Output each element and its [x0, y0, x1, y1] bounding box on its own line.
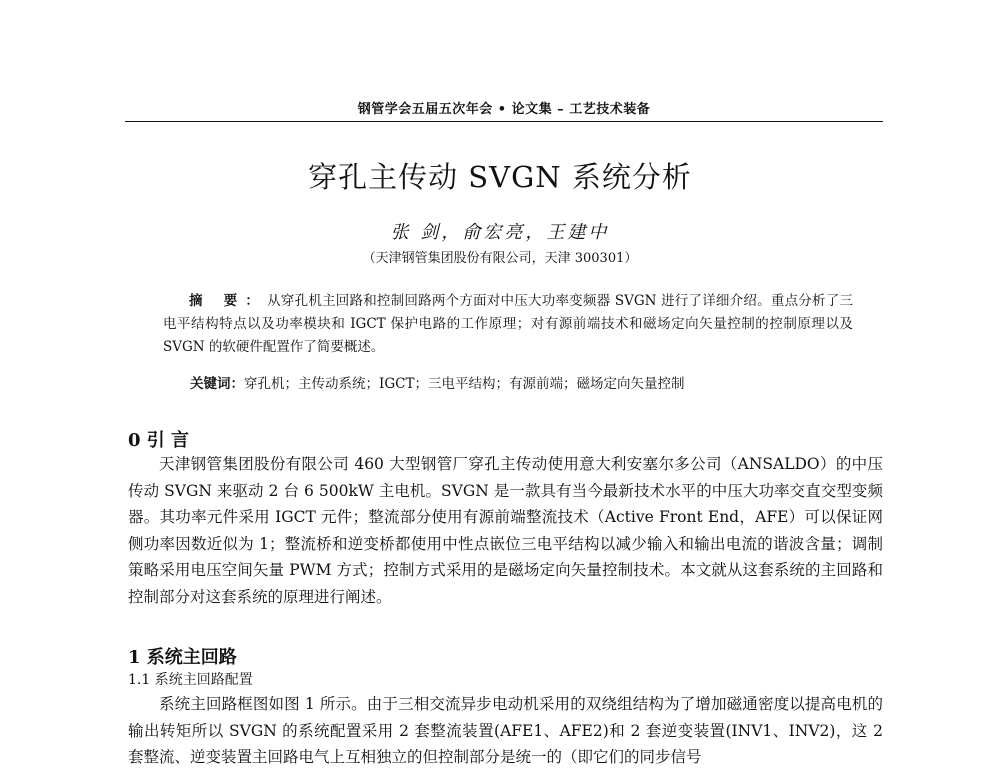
- abstract-text: 从穿孔机主回路和控制回路两个方面对中压大功率变频器 SVGN 进行了详细介绍。重点分析了三电平结构特点以及功率模块和 IGCT 保护电路的工作原理；对有源前端技术和磁场定向矢量控制的控制原理以及 SVGN 的软硬件配置作了简要概述。: [163, 293, 853, 355]
- keywords-label: 关键词：: [190, 376, 244, 392]
- author-list: 张 剑，俞宏亮，王建中: [390, 222, 610, 243]
- running-header: 钢管学会五届五次年会 • 论文集 – 工艺技术装备: [357, 102, 651, 117]
- section-paragraph-intro: 天津钢管集团股份有限公司 460 大型钢管厂穿孔主传动使用意大利安塞尔多公司（ANSALDO）的中压传动 SVGN 来驱动 2 台 6 500kW 主电机。SVGN 是一款具有当今最新技术水平的中压大功率交直交型变频器。其功率元件采用 IGCT 元件；整流部分使用有源前端整流技术（Active Front End，AFE）可以保证网侧功率因数近似为 1；整流桥和逆变桥都使用中性点嵌位三电平结构以减少输入和输出电流的谐波含量；调制策略采用电压空间矢量 PWM 方式；控制方式采用的是磁场定向矢量控制技术。本文就从这套系统的主回路和控制部分对这套系统的原理进行阐述。: [128, 455, 883, 606]
- affiliation: （天津钢管集团股份有限公司，天津 300301）: [362, 251, 638, 266]
- section-heading-main-circuit: 1 系统主回路: [128, 647, 237, 668]
- keywords-text: 穿孔机；主传动系统；IGCT；三电平结构；有源前端；磁场定向矢量控制: [244, 376, 685, 392]
- subsection-heading-config: 1.1 系统主回路配置: [128, 672, 253, 688]
- abstract: [163, 290, 853, 359]
- section-paragraph-main-circuit: 系统主回路框图如图 1 所示。由于三相交流异步电动机采用的双绕组结构为了增加磁通密度以提高电机的输出转矩所以 SVGN 的系统配置采用 2 套整流装置(AFE1、AFE2)和 2 套逆变装置(INV1、INV2)，这 2 套整流、逆变装置主回路电气上互相独立的但控制部分是统一的（即它们的同步信号: [128, 695, 883, 766]
- header-rule: [125, 121, 883, 122]
- keywords: [190, 372, 850, 392]
- section-heading-intro: 0 引 言: [128, 430, 190, 451]
- paper-title: 穿孔主传动 SVGN 系统分析: [308, 160, 692, 194]
- abstract-label: 摘 要：: [189, 293, 268, 309]
